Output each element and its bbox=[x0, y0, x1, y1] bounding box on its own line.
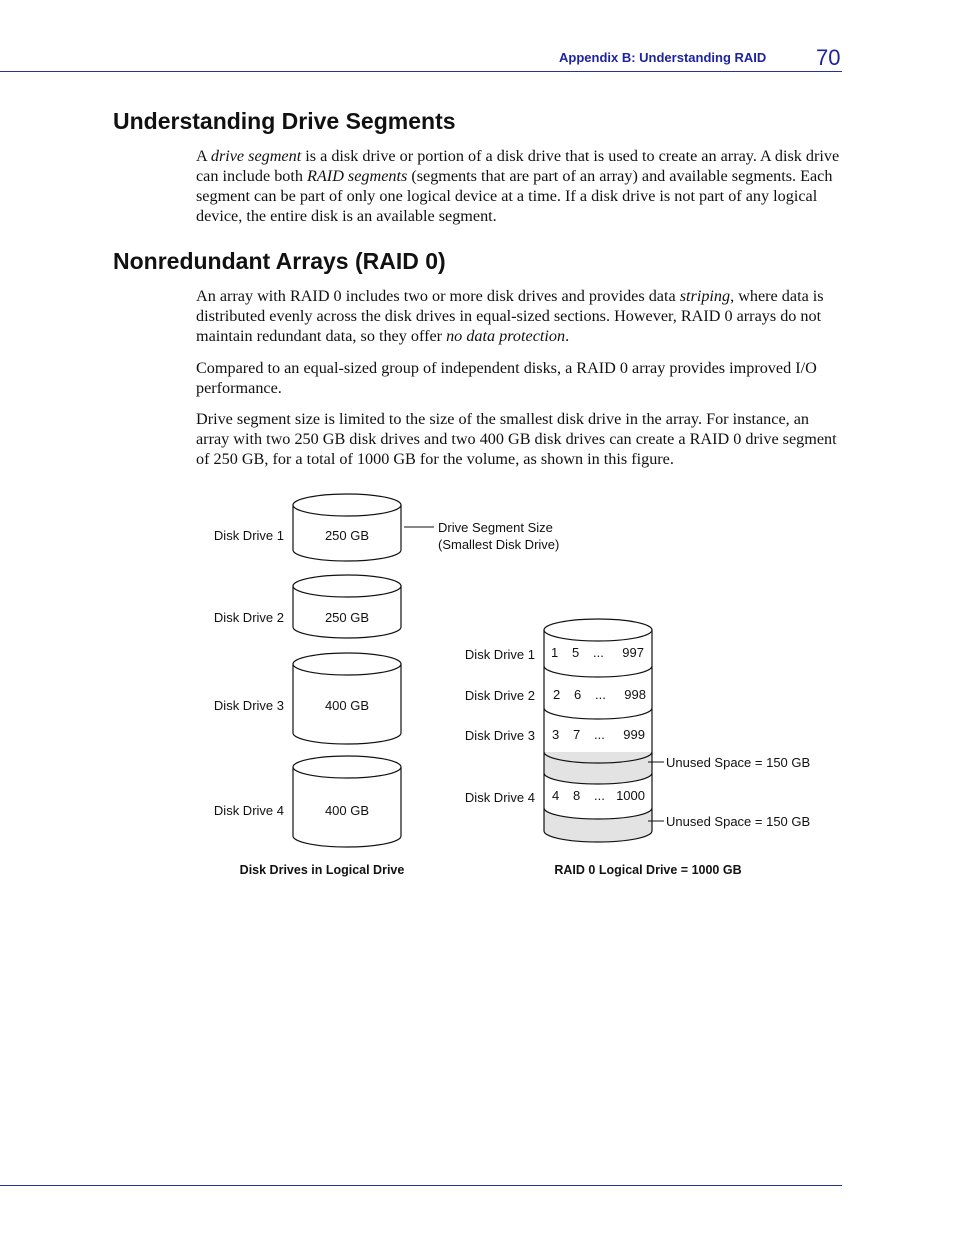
stripe-row-2-a: 2 bbox=[553, 687, 561, 702]
unused-space-label-2: Unused Space = 150 GB bbox=[666, 814, 811, 829]
stripe-row-2-b: 6 bbox=[574, 687, 582, 702]
stripe-row-1-dots: ... bbox=[593, 645, 604, 660]
stripe-row-1-a: 1 bbox=[551, 645, 559, 660]
stripe-row-4-dots: ... bbox=[594, 788, 605, 803]
stripe-drive-3-label: Disk Drive 3 bbox=[464, 728, 535, 743]
caption-right: RAID 0 Logical Drive = 1000 GB bbox=[554, 863, 742, 877]
text-run: Drive segment size is limited to the size of the smallest disk drive in the array. For instance, an array with two 250 GB disk drives and two 400 GB disk drives can create a RAID 0 drive segment of 250 GB, for a total of 1000 GB for the volume, as shown in this figure. bbox=[196, 410, 837, 468]
running-header: Appendix B: Understanding RAID bbox=[559, 50, 767, 65]
unused-space-label-1: Unused Space = 150 GB bbox=[666, 755, 811, 770]
emphasis-term: drive segment bbox=[210, 147, 302, 165]
disk-drive-3-label: Disk Drive 3 bbox=[213, 698, 284, 713]
stripe-row-3-dots: ... bbox=[594, 727, 605, 742]
segment-size-note: Drive Segment Size bbox=[438, 520, 553, 535]
emphasis-term: RAID segments bbox=[307, 167, 408, 185]
stripe-row-3-a: 3 bbox=[552, 727, 560, 742]
text-run: (segments that are part of an array) and available segments. Each segment can be part of only one logical device at a time. If a disk drive is not part of any logical device, the entire disk is an available segment. bbox=[196, 167, 833, 225]
text-run: is a disk drive or portion of a disk drive that is used to create an array. A disk drive can include both bbox=[196, 147, 840, 185]
text-run: Compared to an equal-sized group of independent disks, a RAID 0 array provides improved I/O performance. bbox=[196, 359, 817, 397]
disk-drive-4-label: Disk Drive 4 bbox=[213, 803, 284, 818]
emphasis-term: no data protection bbox=[446, 327, 566, 345]
page-number: 70 bbox=[816, 45, 841, 70]
heading-drive-segments: Understanding Drive Segments bbox=[113, 108, 456, 134]
stripe-row-2-last: 998 bbox=[624, 687, 646, 702]
disk-drive-1-capacity: 250 GB bbox=[324, 528, 370, 543]
caption-left: Disk Drives in Logical Drive bbox=[239, 863, 405, 877]
footer-rule bbox=[0, 1185, 842, 1186]
disk-drive-1-label: Disk Drive 1 bbox=[213, 528, 284, 543]
stripe-drive-1-label: Disk Drive 1 bbox=[464, 647, 535, 662]
stripe-row-4-last: 1000 bbox=[616, 788, 645, 803]
stripe-row-2-dots: ... bbox=[595, 687, 606, 702]
text-run: , where data is distributed evenly across the disk drives in equal-sized sections. However, RAID 0 arrays do not maintain redundant data, so they offer bbox=[196, 287, 824, 345]
stripe-row-4-a: 4 bbox=[552, 788, 560, 803]
stripe-row-1-b: 5 bbox=[572, 645, 580, 660]
text-run: A bbox=[196, 147, 211, 165]
disk-drive-4-capacity: 400 GB bbox=[324, 803, 370, 818]
heading-raid0: Nonredundant Arrays (RAID 0) bbox=[113, 248, 446, 274]
stripe-row-4-b: 8 bbox=[573, 788, 581, 803]
disk-drive-1-cylinder bbox=[293, 494, 401, 561]
stripe-drive-4-label: Disk Drive 4 bbox=[464, 790, 535, 805]
disk-drive-2-label: Disk Drive 2 bbox=[213, 610, 284, 625]
disk-drive-3-cylinder bbox=[293, 653, 401, 744]
stripe-drive-2-label: Disk Drive 2 bbox=[464, 688, 535, 703]
disk-drive-4-cylinder bbox=[293, 756, 401, 847]
text-run: . bbox=[565, 327, 570, 345]
disk-drive-3-capacity: 400 GB bbox=[324, 698, 370, 713]
disk-drive-2-cylinder bbox=[293, 575, 401, 638]
emphasis-term: striping bbox=[679, 287, 731, 305]
disk-drive-2-capacity: 250 GB bbox=[324, 610, 370, 625]
segment-size-note-sub: (Smallest Disk Drive) bbox=[438, 537, 560, 552]
stripe-row-1-last: 997 bbox=[622, 645, 644, 660]
stripe-row-3-last: 999 bbox=[623, 727, 645, 742]
text-run: An array with RAID 0 includes two or more disk drives and provides data bbox=[196, 287, 680, 305]
stripe-row-3-b: 7 bbox=[573, 727, 581, 742]
